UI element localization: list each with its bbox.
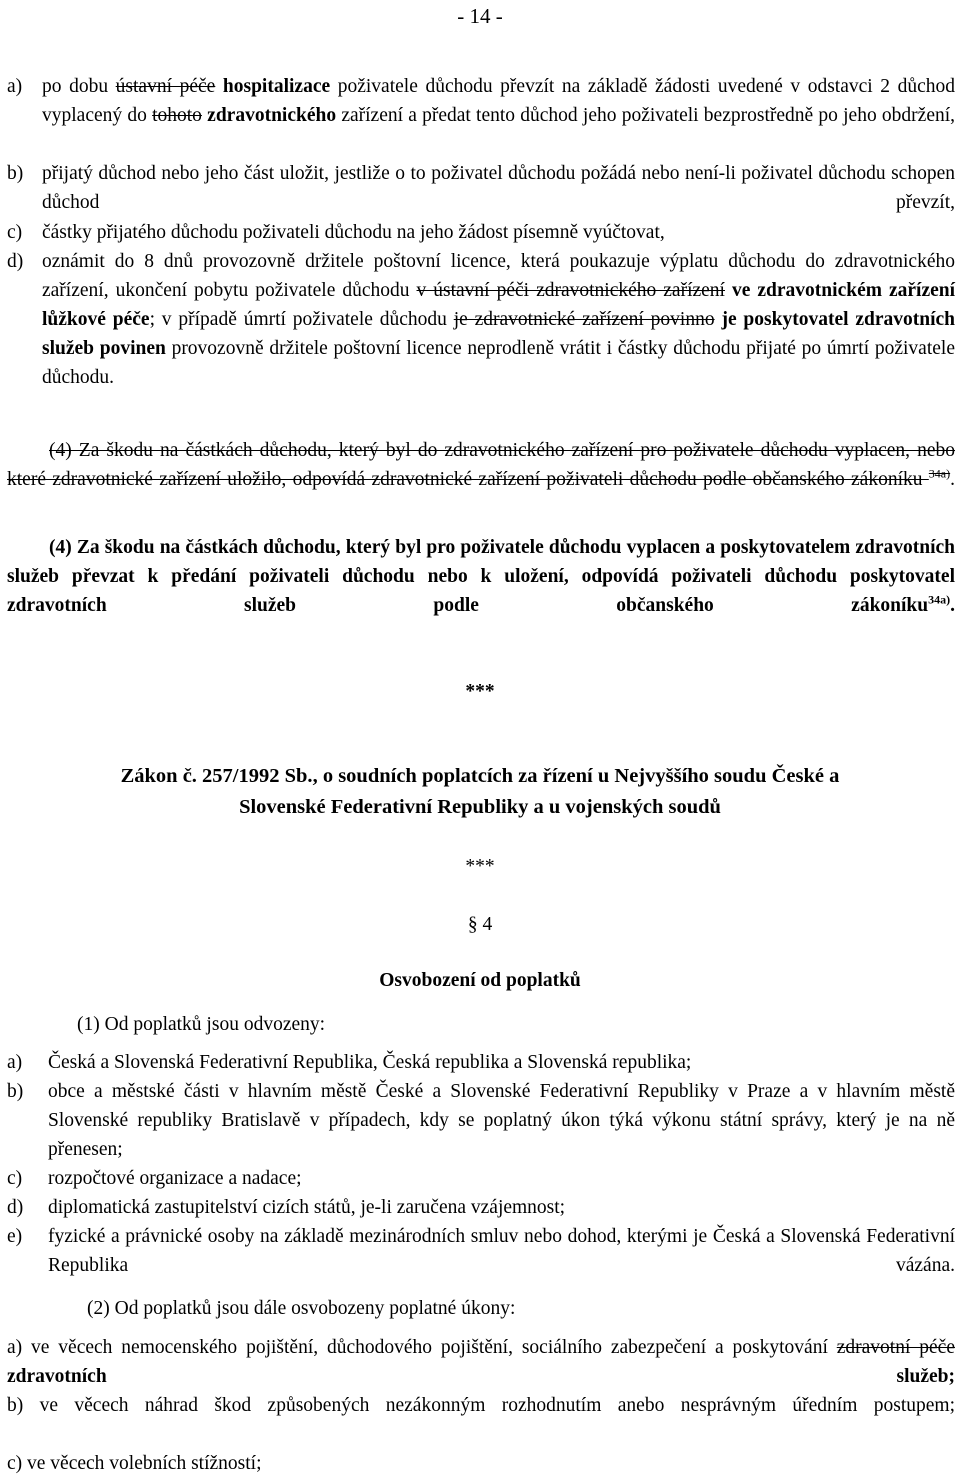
list-label: b) [7, 163, 24, 184]
list-label: d) [7, 251, 24, 272]
inserted-text: zdravotních služeb; [7, 1366, 955, 1387]
list-label: d) [7, 1197, 24, 1218]
list-item-text: fyzické a právnické osoby na základě mezinárodních smluv nebo dohod, kterými je Česká a Slovenská Federativní Republika vázána. [48, 1226, 955, 1276]
list-label: c) [7, 1168, 23, 1189]
list-item-text: Česká a Slovenská Federativní Republika, Česká republika a Slovenská republika; [48, 1052, 692, 1073]
paragraph-intro: (2) Od poplatků jsou dále osvobozeny poplatné úkony: [87, 1298, 516, 1319]
list-item-b [7, 159, 955, 217]
section-number: 4 [482, 914, 493, 935]
list-label: a) [7, 76, 23, 97]
inserted-paragraph: (4) Za škodu na částkách důchodu, který byl pro poživatele důchodu vyplacen a poskytovatelem zdravotních služeb převzat k předání poživateli důchodu nebo k uložení, odpovídá poživateli důchodu poskytovatel zdravotních služeb podle občanského zákoníku$^{34a)}$. [7, 537, 955, 616]
list-label: e) [7, 1226, 23, 1247]
list-item-e [7, 1222, 955, 1280]
list-item-text: po dobu ústavní péče hospitalizace poživatele důchodu převzít na základě žádosti uvedené v odstavci 2 důchod vyplacený do tohoto zdravotnického zařízení a předat tento důchod jeho poživateli bezprostředně po jeho obdržení, [42, 76, 956, 126]
list-item-text: obce a městské části v hlavním městě České a Slovenské Federativní Republiky v Praze a v hlavním městě Slovenské republiky Bratislavě v případech, kdy se poplatný úkon týká výkonu státní správy, který je na ně přenesen; [48, 1081, 955, 1160]
list-item-text: rozpočtové organizace a nadace; [48, 1168, 302, 1189]
list-item-text: diplomatická zastupitelství cizích států, je-li zaručena vzájemnost; [48, 1197, 566, 1218]
section-heading [0, 910, 960, 939]
list-label: b) [7, 1081, 24, 1102]
deleted-text: je zdravotnické zařízení povinno [453, 309, 715, 330]
list-item-text: oznámit do 8 dnů provozovně držitele poštovní licence, která poukazuje výplatu důchodu do zdravotnického zařízení, ukončení pobytu poživatele důchodu v ústavní péči zdravotnického zařízení ve zdravotnickém zařízení lůžkové péče; v případě úmrtí poživatele důchodu je zdravotnické zařízení povinno je poskytovatel zdravotních služeb povinen provozovně držitele poštovní licence neprodleně vrátit i částky důchodu přijaté po úmrtí poživatele důchodu. [42, 251, 956, 388]
footnote-ref: 34a) [928, 592, 951, 607]
section-symbol: § [467, 914, 478, 935]
law-title: Zákon č. 257/1992 Sb., o soudních poplatcích za řízení u Nejvyššího soudu České a Slovenské Federativní Republiky a u vojenských soudů [120, 765, 840, 818]
list-item-a [7, 72, 955, 130]
separator: *** [465, 681, 495, 702]
separator: *** [465, 856, 495, 877]
list-item-d [7, 247, 955, 392]
inserted-text: ve zdravotnickém zařízení lůžkové péče [42, 280, 956, 330]
list-item-c: c) ve věcech volebních stížností; [7, 1453, 262, 1474]
deleted-text: v ústavní péči zdravotnického zařízení [416, 280, 725, 301]
footnote-ref: 34a) [928, 466, 951, 481]
inserted-text: hospitalizace [222, 76, 331, 97]
deleted-text: zdravotní péče [836, 1337, 955, 1358]
list-item-a: a) ve věcech nemocenského pojištění, důchodového pojištění, sociálního zabezpečení a poskytování zdravotní péče zdravotních služeb; [7, 1337, 955, 1387]
list-item-c [7, 218, 955, 247]
deleted-text: ústavní péče [115, 76, 216, 97]
list-item-text: částky přijatého důchodu poživateli důchodu na jeho žádost písemně vyúčtovat, [42, 222, 665, 243]
inserted-text: je poskytovatel zdravotních služeb povinen [42, 309, 956, 359]
section-title: Osvobození od poplatků [379, 970, 581, 991]
list-label: a) [7, 1052, 23, 1073]
list-item-d [7, 1193, 955, 1222]
list-item-c [7, 1164, 955, 1193]
deleted-paragraph: (4) Za škodu na částkách důchodu, který byl do zdravotnického zařízení pro poživatele důchodu vyplacen, nebo které zdravotnické zařízení uložilo, odpovídá zdravotnické zařízení poživateli důchodu podle občanského zákoníku $^{34a)}$. [7, 440, 955, 490]
paragraph-intro: (1) Od poplatků jsou odvozeny: [77, 1014, 326, 1035]
list-label: c) [7, 222, 23, 243]
list-item-a [7, 1048, 955, 1077]
list-item-b: b) ve věcech náhrad škod způsobených nezákonným rozhodnutím anebo nesprávným úředním postupem; [7, 1395, 955, 1416]
inserted-text: zdravotnického [207, 105, 337, 126]
list-item-b [7, 1077, 955, 1164]
deleted-text: tohoto [152, 105, 202, 126]
page-number: - 14 - [457, 4, 503, 28]
list-item-text: přijatý důchod nebo jeho část uložit, jestliže o to poživatel důchodu požádá nebo není-li poživatel důchodu schopen důchod převzít, [42, 163, 955, 213]
